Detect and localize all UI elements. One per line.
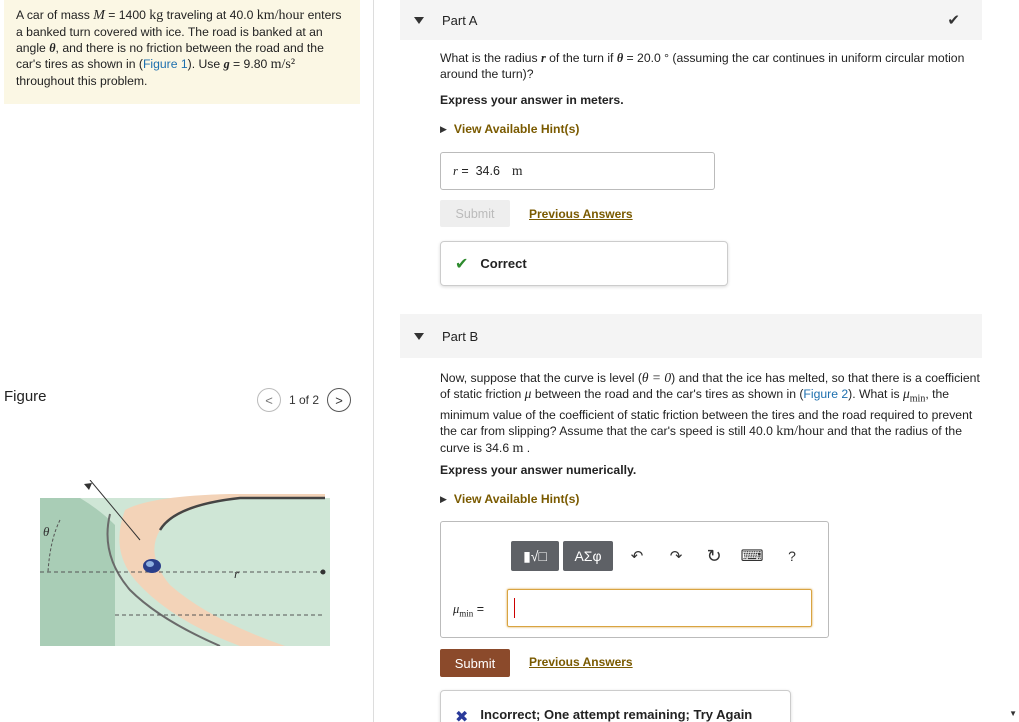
question-text: What is the radius xyxy=(440,51,541,65)
mu-variable: μ xyxy=(453,602,460,616)
part-b-hint-link[interactable] xyxy=(440,492,579,506)
center-point xyxy=(321,570,326,575)
part-b-submit-button[interactable]: Submit xyxy=(440,649,510,677)
part-a-title: Part A xyxy=(442,12,478,28)
math-toolbar xyxy=(441,537,828,575)
arrow-icon xyxy=(84,483,92,490)
equals-sign: = xyxy=(473,602,485,616)
answer-variable: r xyxy=(453,163,458,178)
figure-heading: Figure xyxy=(4,388,47,405)
feedback-text: Correct xyxy=(480,256,527,271)
speed-unit: km/hour xyxy=(776,424,824,440)
text-caret xyxy=(514,598,515,618)
templates-button[interactable]: ▮√□ xyxy=(511,541,559,571)
answer-unit: m xyxy=(511,163,523,178)
equals-sign: = xyxy=(457,164,476,178)
speed-unit: km/hour xyxy=(256,8,305,23)
figure-1-link[interactable]: Figure 1 xyxy=(142,57,188,71)
question-text: ). What is xyxy=(848,387,903,401)
banked-turn-figure xyxy=(40,480,330,646)
part-b-instruction: Express your answer numerically. xyxy=(440,463,637,477)
part-a-previous-answers-link[interactable]: Previous Answers xyxy=(529,207,633,221)
problem-statement xyxy=(4,0,360,104)
figure-page-indicator: 1 of 2 xyxy=(289,393,320,407)
part-a-instruction: Express your answer in meters. xyxy=(440,93,624,107)
symbols-button[interactable]: ΑΣφ xyxy=(563,541,613,571)
theta-variable: θ xyxy=(616,51,624,65)
expand-arrow-icon: ▶ xyxy=(440,123,447,134)
part-a-header[interactable] xyxy=(400,0,982,40)
intro-text: = 9.80 xyxy=(229,57,271,71)
mu-min-input-label xyxy=(453,602,484,619)
part-b-feedback xyxy=(440,690,791,722)
scroll-down-arrow-icon[interactable]: ▼ xyxy=(1009,709,1017,718)
part-b-previous-answers-link[interactable]: Previous Answers xyxy=(529,655,633,669)
intro-text: enters a banked turn covered with ice. The road is banked at an angle xyxy=(16,8,342,55)
mass-unit: kg xyxy=(149,8,164,23)
mu-min-answer-input[interactable] xyxy=(507,589,812,627)
check-icon: ✔ xyxy=(455,255,469,273)
part-a-feedback xyxy=(440,241,728,286)
part-a-submit-button[interactable]: Submit xyxy=(440,200,510,227)
intro-text: throughout this problem. xyxy=(16,74,148,88)
part-a-question xyxy=(440,50,985,82)
prev-figure-button[interactable]: < xyxy=(257,388,281,412)
g-unit: m/s² xyxy=(270,57,296,72)
help-icon[interactable]: ? xyxy=(788,548,796,564)
question-text: , the minimum value of the coefficient of static friction between the tires and the road required to prevent the car from slipping? Assume that the car's speed is still 40.0 xyxy=(440,387,973,439)
collapse-triangle-icon[interactable] xyxy=(414,333,424,340)
next-figure-button[interactable]: > xyxy=(327,388,351,412)
part-a-hint-link[interactable] xyxy=(440,122,579,136)
figure-pager xyxy=(257,388,351,412)
problem-panel xyxy=(0,0,374,722)
car-window xyxy=(146,561,154,567)
answer-value: 34.6 xyxy=(475,164,500,178)
mu-min-variable: μ xyxy=(903,386,910,401)
checkmark-icon: ✔ xyxy=(947,12,960,29)
question-text: of the turn if xyxy=(545,51,617,65)
x-mark-icon: ✖ xyxy=(455,709,469,722)
theta-condition: θ = 0 xyxy=(641,370,672,385)
question-text: = 20.0 ° (assuming the car continues in uniform circular motion around the turn)? xyxy=(440,51,965,81)
question-text: Now, suppose that the curve is level ( xyxy=(440,371,642,385)
figure-2-link[interactable]: Figure 2 xyxy=(803,387,849,401)
intro-text: = 1400 xyxy=(104,8,150,22)
intro-text: A car of mass xyxy=(16,8,94,22)
collapse-triangle-icon[interactable] xyxy=(414,17,424,24)
mu-variable: μ xyxy=(524,386,532,401)
keyboard-icon[interactable]: ⌨ xyxy=(740,548,764,565)
mass-variable: M xyxy=(93,8,105,23)
theta-label: θ xyxy=(43,524,50,539)
g-variable: g xyxy=(223,57,230,71)
question-text: between the road and the car's tires as shown in ( xyxy=(531,387,804,401)
redo-icon[interactable]: ↷ xyxy=(669,548,683,565)
part-b-header[interactable] xyxy=(400,314,982,358)
reset-icon[interactable]: ↻ xyxy=(706,545,722,566)
undo-icon[interactable]: ↶ xyxy=(630,548,644,565)
mu-min-subscript: min xyxy=(909,393,926,405)
intro-text: , and there is no friction between the road and the car's tires as shown in ( xyxy=(16,41,324,71)
hint-label: View Available Hint(s) xyxy=(453,492,580,506)
expand-arrow-icon: ▶ xyxy=(440,493,447,504)
part-b-question xyxy=(440,370,985,457)
parts-panel xyxy=(400,0,1019,722)
radius-unit: m xyxy=(512,441,524,457)
part-b-title: Part B xyxy=(442,328,479,344)
r-variable: r xyxy=(540,51,546,65)
theta-variable: θ xyxy=(49,41,56,55)
question-text: . xyxy=(523,441,531,456)
question-text: ) and that the ice has melted, so that there is a coefficient of static friction xyxy=(440,371,980,401)
math-answer-editor xyxy=(440,521,829,638)
intro-text: traveling at 40.0 xyxy=(163,8,257,22)
question-text: and that the radius of the curve is 34.6 xyxy=(440,424,962,456)
intro-text: ). Use xyxy=(187,57,224,71)
r-label: r xyxy=(234,566,240,581)
feedback-text: Incorrect; One attempt remaining; Try Again xyxy=(480,707,753,722)
hint-label: View Available Hint(s) xyxy=(453,122,580,136)
mu-min-subscript: min xyxy=(459,608,474,619)
part-a-answer-display xyxy=(440,152,715,190)
